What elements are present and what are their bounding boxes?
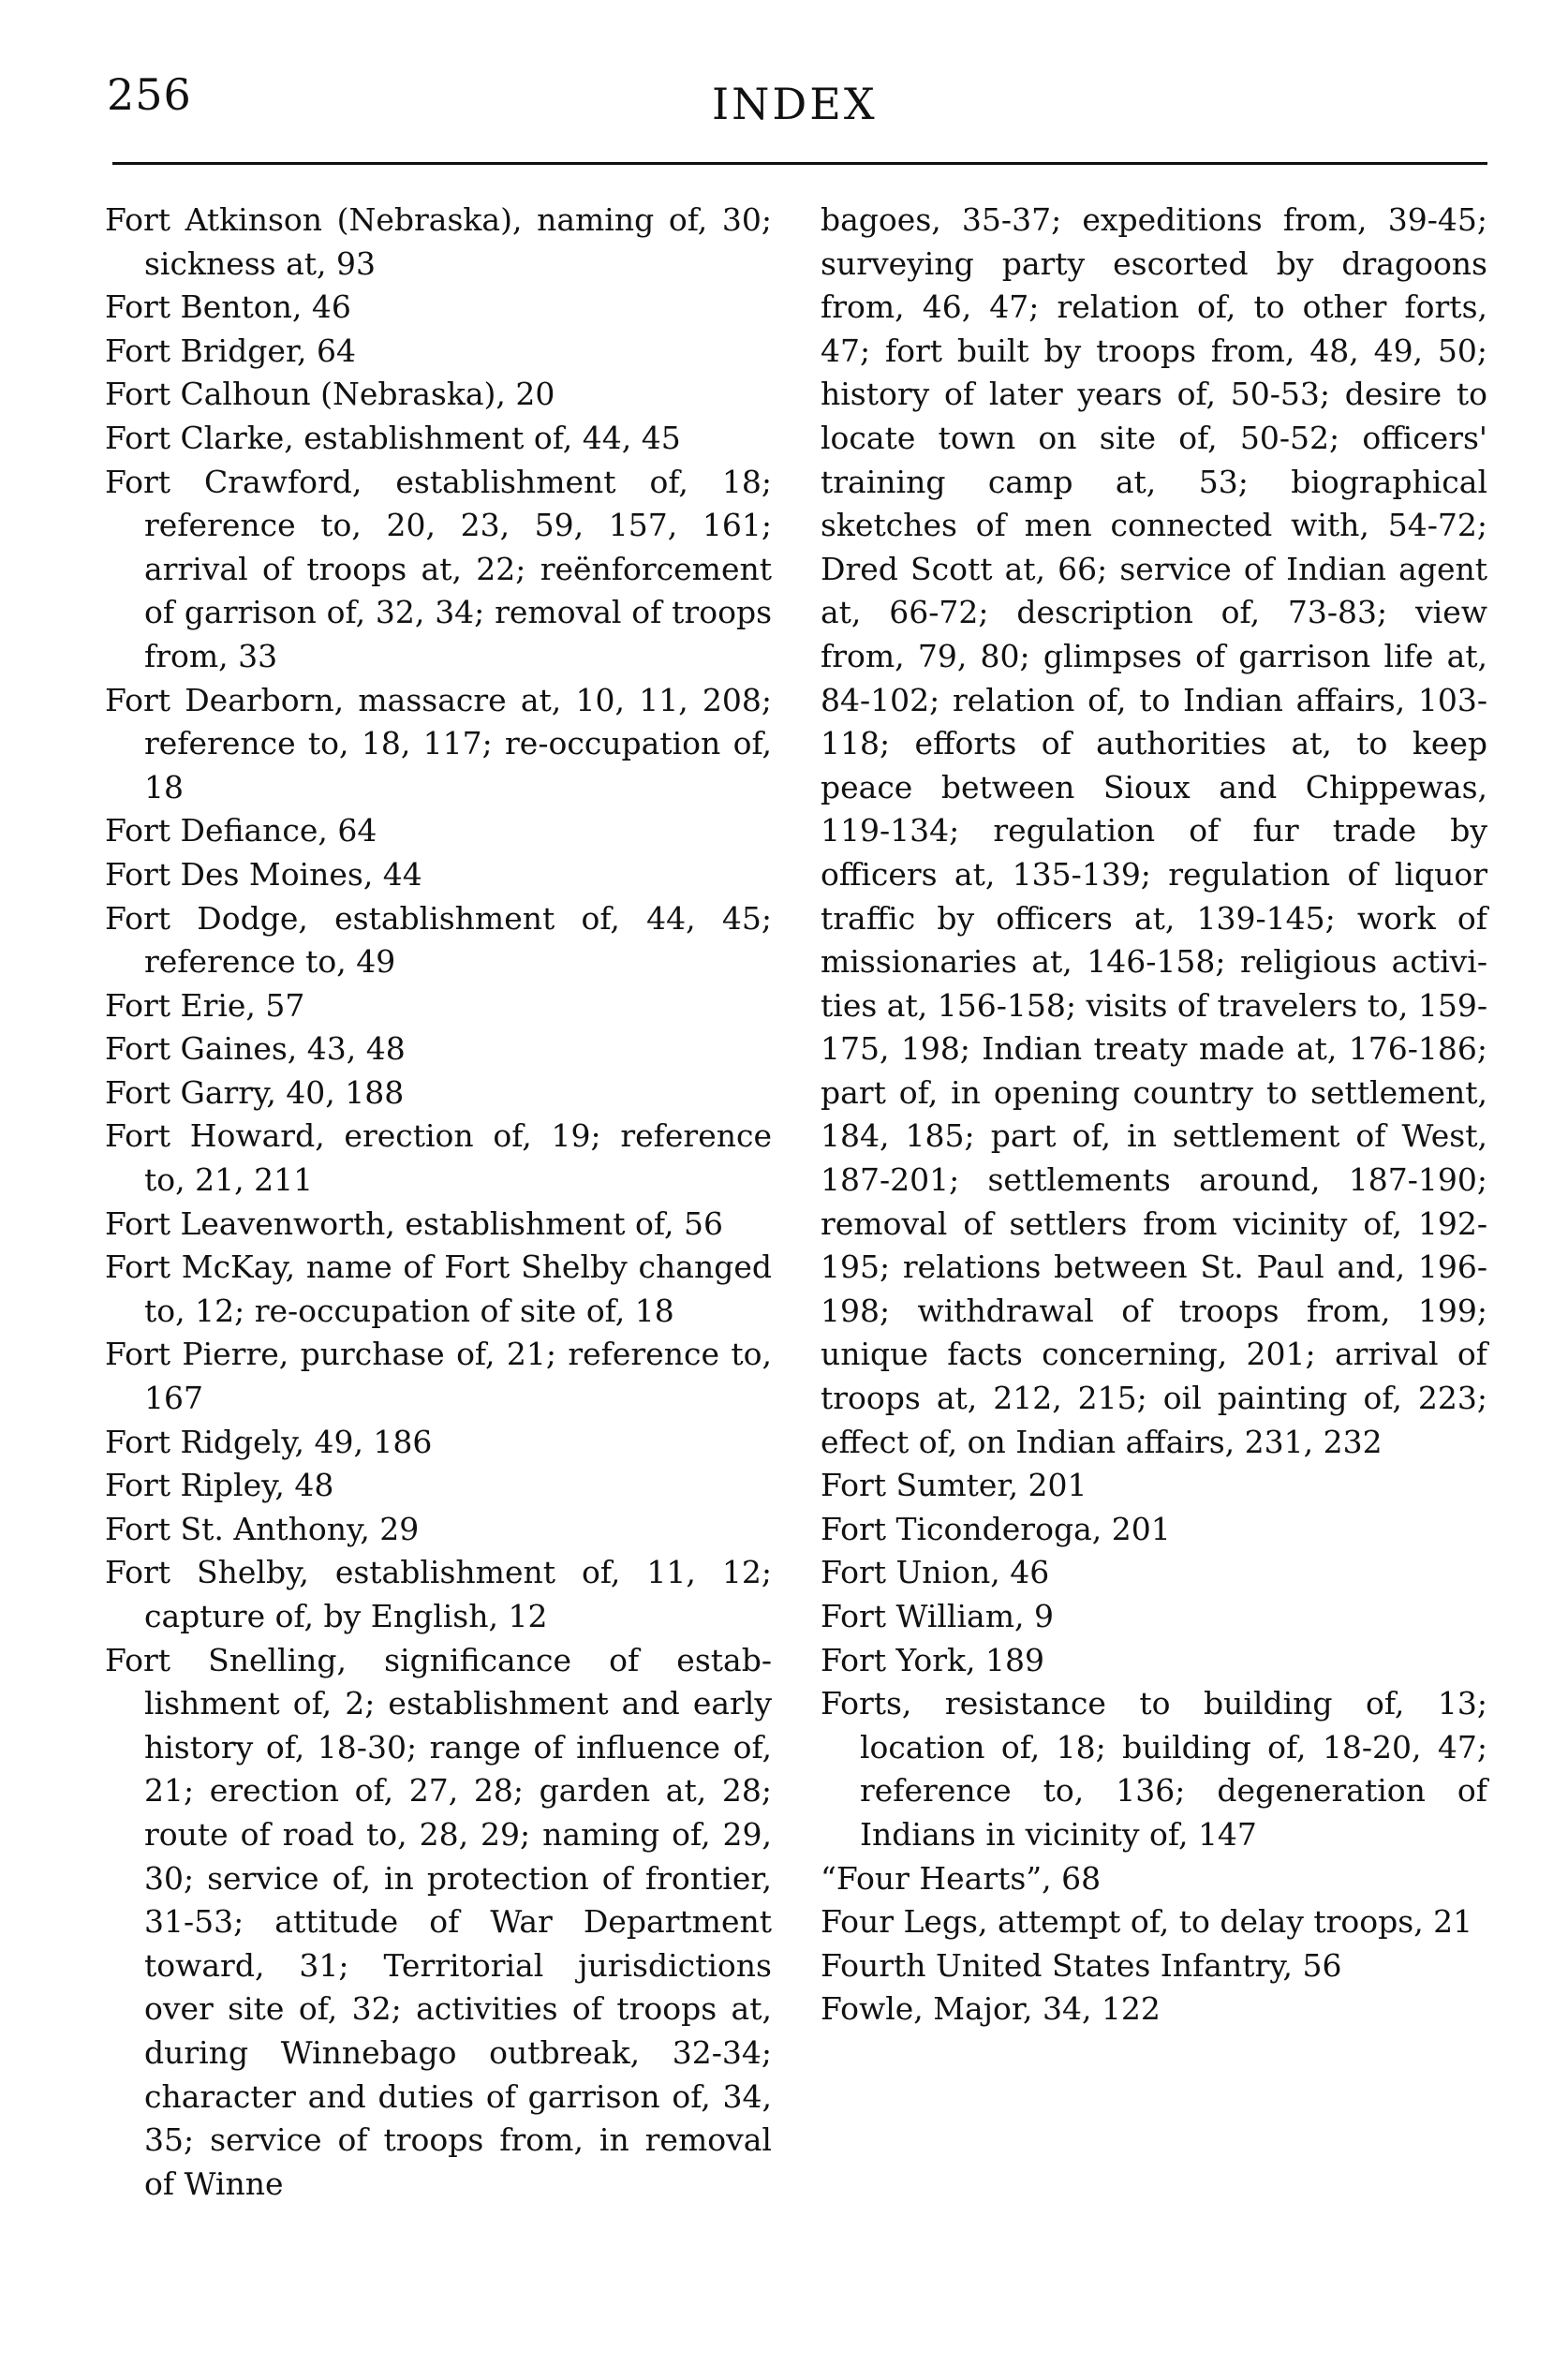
index-entry: Forts, resistance to building of, 13; location of, 18; building of, 18-20, 47; reference to, 136; degeneration of Indians in vicinity of, 147 [821,1685,1487,1853]
index-entry: Fort McKay, name of Fort Shelby changed to, 12; re-occupation of site of, 18 [105,1249,772,1329]
index-entry: Fort Atkinson (Nebraska), naming of, 30; sickness at, 93 [105,201,772,282]
index-entry: Fourth United States Infantry, 56 [821,1946,1342,1984]
index-entry: Fort Erie, 57 [105,986,305,1024]
index-entry: Fort Dearborn, massacre at, 10, 11, 208; reference to, 18, 117; re-occupation of, 18 [105,681,772,805]
index-entry: “Four Hearts”, 68 [821,1859,1102,1897]
index-entry: Fort Leavenworth, establishment of, 56 [105,1204,723,1242]
index-entry: Fort York, 189 [821,1641,1045,1678]
index-entry: Fort Howard, erection of, 19; reference to, 21, 211 [105,1117,772,1199]
index-entry: Fort Sumter, 201 [821,1467,1087,1504]
index-entry-continued: bagoes, 35-37; expeditions from, 39-45; surveying party escorted by dragoons from, 46, 47; relation of, to other forts, 47; fort built by troops from, 48, 49, 50; history of later years of, 50-53; desire to locate town on site of, 50-52; officers' training camp at, 53; biographical sketches of men connected with, 54-72; Dred Scott at, 66; service of Indian agent at, 66-72; description of, 73-83; view from, 79, 80; glimpses of garrison life at, 84-102; relation of, to Indian affairs, 103-118; efforts of authorities at, to keep peace between Sioux and Chippewas, 119-134; regulation of fur trade by officers at, 135-139; regulation of liquor traffic by officers at, 139-145; work of missionaries at, 146-158; religious activities at, 156-158; visits of travelers to, 159-175, 198; Indian treaty made at, 176-186; part of, in opening country to settlement, 184, 185; part of, in settlement of West, 187-201; settlements around, 187-190; removal of settlers from vicinity of, 192-195; relations between St. Paul and, 196-198; withdrawal of troops from, 199; unique facts concerning, 201; arrival of troops at, 212, 215; oil painting of, 223; effect of, on Indian affairs, 231, 232 [821,201,1487,1460]
header-rule [112,162,1487,165]
index-entry: Four Legs, attempt of, to delay troops, 21 [821,1903,1473,1941]
index-entry: Fort Garry, 40, 188 [105,1073,405,1111]
index-column-left [105,199,772,2206]
index-entry: Fort Benton, 46 [105,288,351,326]
index-entry: Fort Dodge, establishment of, 44, 45; reference to, 49 [105,899,772,981]
index-entry: Fort Bridger, 64 [105,332,356,369]
index-entry: Fort Ticonderoga, 201 [821,1510,1171,1547]
index-entry: Fort Crawford, establishment of, 18; reference to, 20, 23, 59, 157, 161; arrival of troops at, 22; reënforcement of garrison of, 32, 34; removal of troops from, 33 [105,463,772,674]
index-entry: Fort Snelling, significance of establishment of, 2; establishment and early history of, 18-30; range of influence of, 21; erection of, 27, 28; garden at, 28; route of road to, 28, 29; naming of, 29, 30; service of, in protection of frontier, 31-53; attitude of War Department toward, 31; Territorial jurisdictions over site of, 32; activities of troops at, during Winnebago outbreak, 32-34; character and duties of garrison of, 34, 35; service of troops from, in removal of Winne [105,1641,772,2202]
index-entry: Fort Calhoun (Nebraska), 20 [105,376,555,413]
index-entry: Fort Des Moines, 44 [105,855,422,893]
page-title: INDEX [712,79,878,129]
index-column-right [821,199,1487,2032]
index-entry: Fort Pierre, purchase of, 21; reference to, 167 [105,1336,772,1417]
index-entry: Fort Ripley, 48 [105,1467,334,1504]
index-entry: Fort Ridgely, 49, 186 [105,1423,433,1460]
index-entry: Fort Gaines, 43, 48 [105,1030,406,1068]
index-entry: Fort St. Anthony, 29 [105,1510,420,1547]
index-entry: Fort Shelby, establishment of, 11, 12; capture of, by English, 12 [105,1554,772,1634]
index-entry: Fort Clarke, establishment of, 44, 45 [105,419,681,456]
page-number: 256 [107,69,192,120]
index-entry: Fort Defiance, 64 [105,812,377,850]
index-entry: Fort Union, 46 [821,1554,1050,1591]
index-entry: Fort William, 9 [821,1598,1054,1634]
index-entry: Fowle, Major, 34, 122 [821,1990,1161,2028]
